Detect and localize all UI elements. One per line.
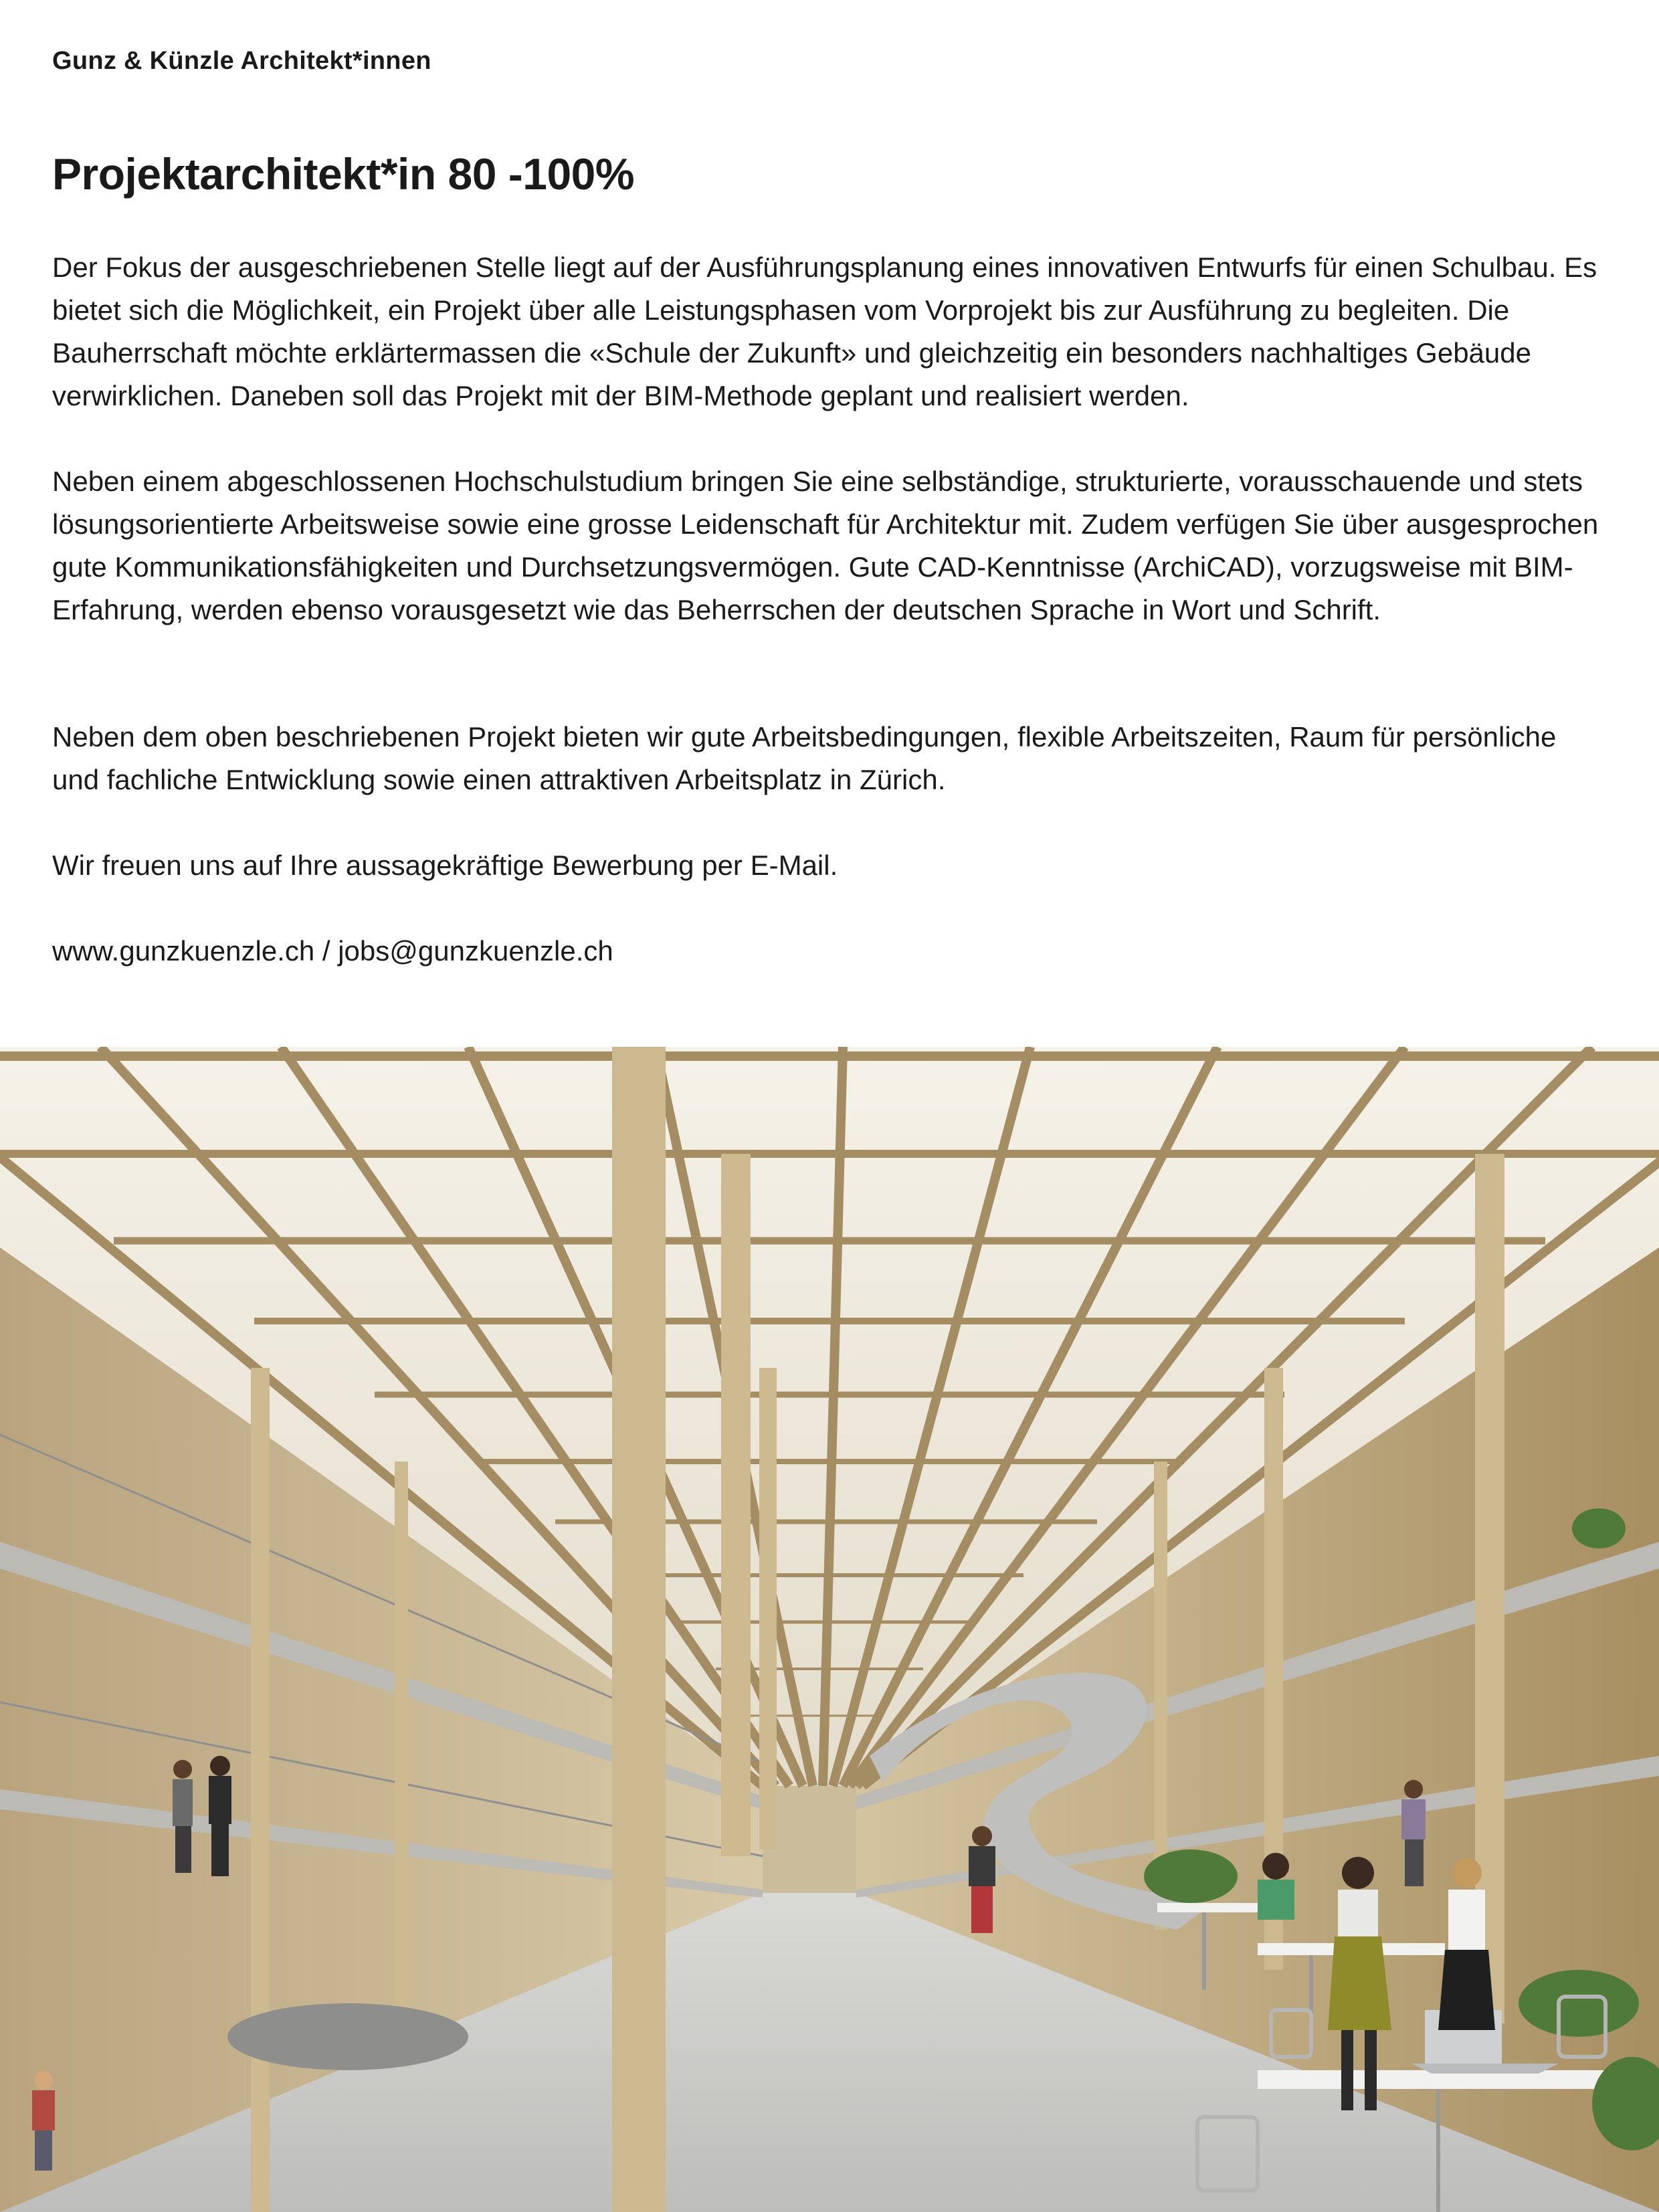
paragraph-application: Wir freuen uns auf Ihre aussagekräftige Bewerbung per E-Mail. <box>52 849 838 881</box>
company-name: Gunz & Künzle Architekt*innen <box>52 47 431 75</box>
paragraph-requirements: Neben einem abgeschlossenen Hochschulstudium bringen Sie eine selbständige, strukturierte, vorausschauende und stets lösungsorientierte Arbeitsweise sowie eine grosse Leidenschaft für Architektur mit. Zudem verfügen Sie über ausgesprochen gute Kommunikationsfähigkeiten und Durchsetzungsvermögen. Gute CAD-Kenntnisse (ArchiCAD), vorzugsweise mit BIM-Erfahrung, werden ebenso vorausgesetzt wie das Beherrschen der deutschen Sprache in Wort und Schrift. <box>52 466 1599 625</box>
job-title: Projektarchitekt*in 80 -100% <box>52 149 635 199</box>
school-atrium-rendering <box>0 1047 1659 2212</box>
paragraph-benefits: Neben dem oben beschriebenen Projekt bieten wir gute Arbeitsbedingungen, flexible Arbeitszeiten, Raum für persönliche und fachliche Entwicklung sowie einen attraktiven Arbeitsplatz in Zürich. <box>52 721 1557 795</box>
paragraph-job-focus: Der Fokus der ausgeschriebenen Stelle liegt auf der Ausführungsplanung eines innovativen Entwurfs für einen Schulbau. Es bietet sich die Möglichkeit, ein Projekt über alle Leistungsphasen vom Vorprojekt bis zur Ausführung zu begleiten. Die Bauherrschaft möchte erklärtermassen die «Schule der Zukunft» und gleichzeitig ein besonders nachhaltiges Gebäude verwirklichen. Daneben soll das Projekt mit der BIM-Methode geplant und realisiert werden. <box>52 252 1597 411</box>
atrium-illustration <box>0 1047 1659 2212</box>
contact-line: www.gunzkuenzle.ch / jobs@gunzkuenzle.ch <box>52 935 613 967</box>
